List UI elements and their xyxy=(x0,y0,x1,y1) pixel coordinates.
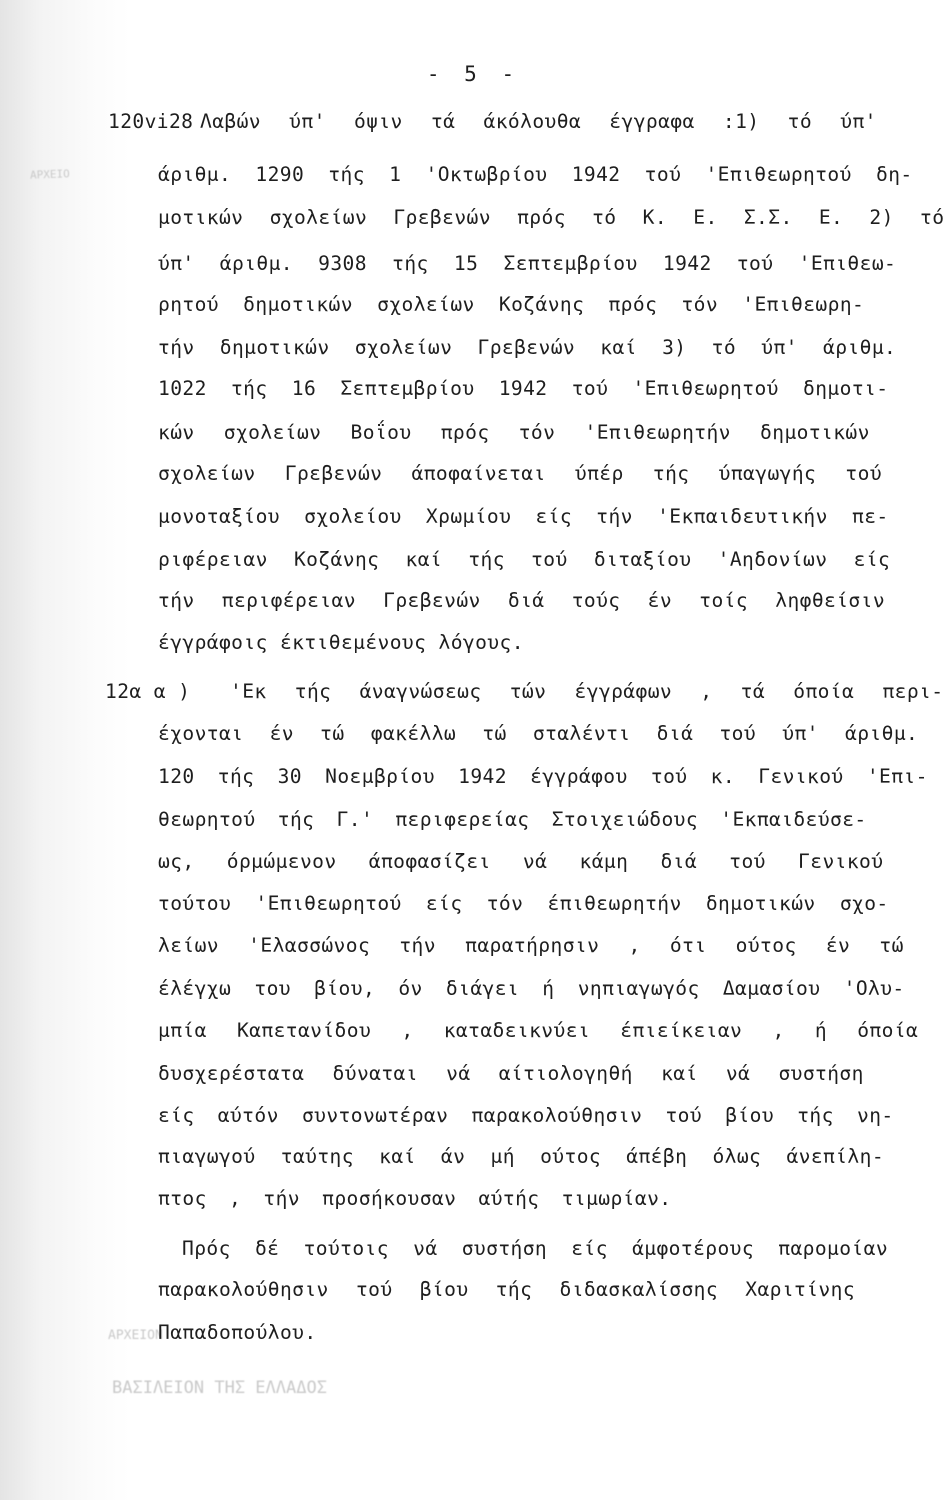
paragraph-line: κών σχολείων Βοΐου πρός τόν 'Επιθεωρητήν δημοτικών xyxy=(158,421,870,444)
paragraph-line: μοτικών σχολείων Γρεβενών πρός τό Κ. Ε. Σ.Σ. Ε. 2) τό xyxy=(158,206,945,229)
paragraph-line: μπία Καπετανίδου , καταδεικνύει έπιείκειαν , ή όποία xyxy=(158,1019,919,1042)
paragraph-line: μονοταξίου σχολείου Χρωμίου είς τήν 'Εκπαιδευτικήν πε- xyxy=(158,505,889,528)
paragraph-line: πτος , τήν προσήκουσαν αύτής τιμωρίαν. xyxy=(158,1187,672,1210)
paragraph-line: 'Εκ τής άναγνώσεως τών έγγράφων , τά όποία περι- xyxy=(230,680,944,703)
paragraph-line: ύπ' άριθμ. 9308 τής 15 Σεπτεμβρίου 1942 τού 'Επιθεω- xyxy=(158,252,897,275)
bleed-through-left-margin: ΑΡΧΕΙΟ xyxy=(29,167,70,182)
paragraph-line: τούτου 'Επιθεωρητού είς τόν έπιθεωρητήν δημοτικών σχο- xyxy=(158,892,889,915)
paragraph-line: άριθμ. 1290 τής 1 'Οκτωβρίου 1942 τού 'Επιθεωρητού δη- xyxy=(158,163,913,186)
paragraph-line: Λαβών ύπ' όψιν τά άκόλουθα έγγραφα :1) τό ύπ' xyxy=(200,110,877,133)
paragraph-line: δυσχερέστατα δύναται νά αίτιολογηθή καί νά συστήση xyxy=(158,1062,864,1085)
paragraph-line: έγγράφοις έκτιθεμένους λόγους. xyxy=(158,631,524,654)
paragraph-line: ως, όρμώμενον άποφασίζει νά κάμη διά τού Γενικού xyxy=(158,850,884,873)
paragraph-line: λείων 'Ελασσώνος τήν παρατήρησιν , ότι ούτος έν τώ xyxy=(158,934,904,957)
paragraph-line: τήν περιφέρειαν Γρεβενών διά τούς έν τοίς ληφθείσιν xyxy=(158,589,886,612)
paragraph-line: ρητού δημοτικών σχολείων Κοζάνης πρός τόν 'Επιθεωρη- xyxy=(158,293,865,316)
bleed-through-stamp-line-1: ΑΡΧΕΙΟΝ xyxy=(108,1328,163,1343)
paragraph-line: ριφέρειαν Κοζάνης καί τής τού διταξίου 'Αηδονίων είς xyxy=(158,548,891,571)
paragraph-line: έχονται έν τώ φακέλλω τώ σταλέντι διά τού ύπ' άριθμ. xyxy=(158,722,919,745)
paragraph-line: πιαγωγού ταύτης καί άν μή ούτος άπέβη όλως άνεπίλη- xyxy=(158,1145,885,1168)
paragraph-line: παρακολούθησιν τού βίου τής διδασκαλίσσης Χαριτίνης xyxy=(158,1278,856,1301)
paragraph-line: τήν δημοτικών σχολείων Γρεβενών καί 3) τό ύπ' άριθμ. xyxy=(158,336,897,359)
paragraph-line: είς αύτόν συντονωτέραν παρακολούθησιν τού βίου τής νη- xyxy=(158,1104,894,1127)
bleed-through-stamp-line-2: ΒΑΣΙΛΕΙΟΝ ΤΗΣ ΕΛΛΑΔΟΣ xyxy=(112,1378,327,1398)
paragraph-line: σχολείων Γρεβενών άποφαίνεται ύπέρ τής ύπαγωγής τού xyxy=(158,462,883,485)
paragraph-line: θεωρητού τής Γ.' περιφερείας Στοιχειώδους 'Εκπαιδεύσε- xyxy=(158,808,867,831)
paragraph-line: έλέγχω του βίου, όν διάγει ή νηπιαγωγός Δαμασίου 'Ολυ- xyxy=(158,977,905,1000)
paragraph-line: Πρός δέ τούτοις νά συστήση είς άμφοτέρους παρομοίαν xyxy=(182,1237,889,1260)
paragraph-line: 120 τής 30 Νοεμβρίου 1942 έγγράφου τού κ. Γενικού 'Επι- xyxy=(158,765,928,788)
paragraph-marker: 120vi28 xyxy=(108,110,194,133)
paragraph-line: Παπαδοπούλου. xyxy=(158,1321,317,1344)
paragraph-marker: 12α α ) xyxy=(105,680,191,703)
page-number: - 5 - xyxy=(426,62,521,86)
paragraph-line: 1022 τής 16 Σεπτεμβρίου 1942 τού 'Επιθεωρητού δημοτι- xyxy=(158,377,889,400)
